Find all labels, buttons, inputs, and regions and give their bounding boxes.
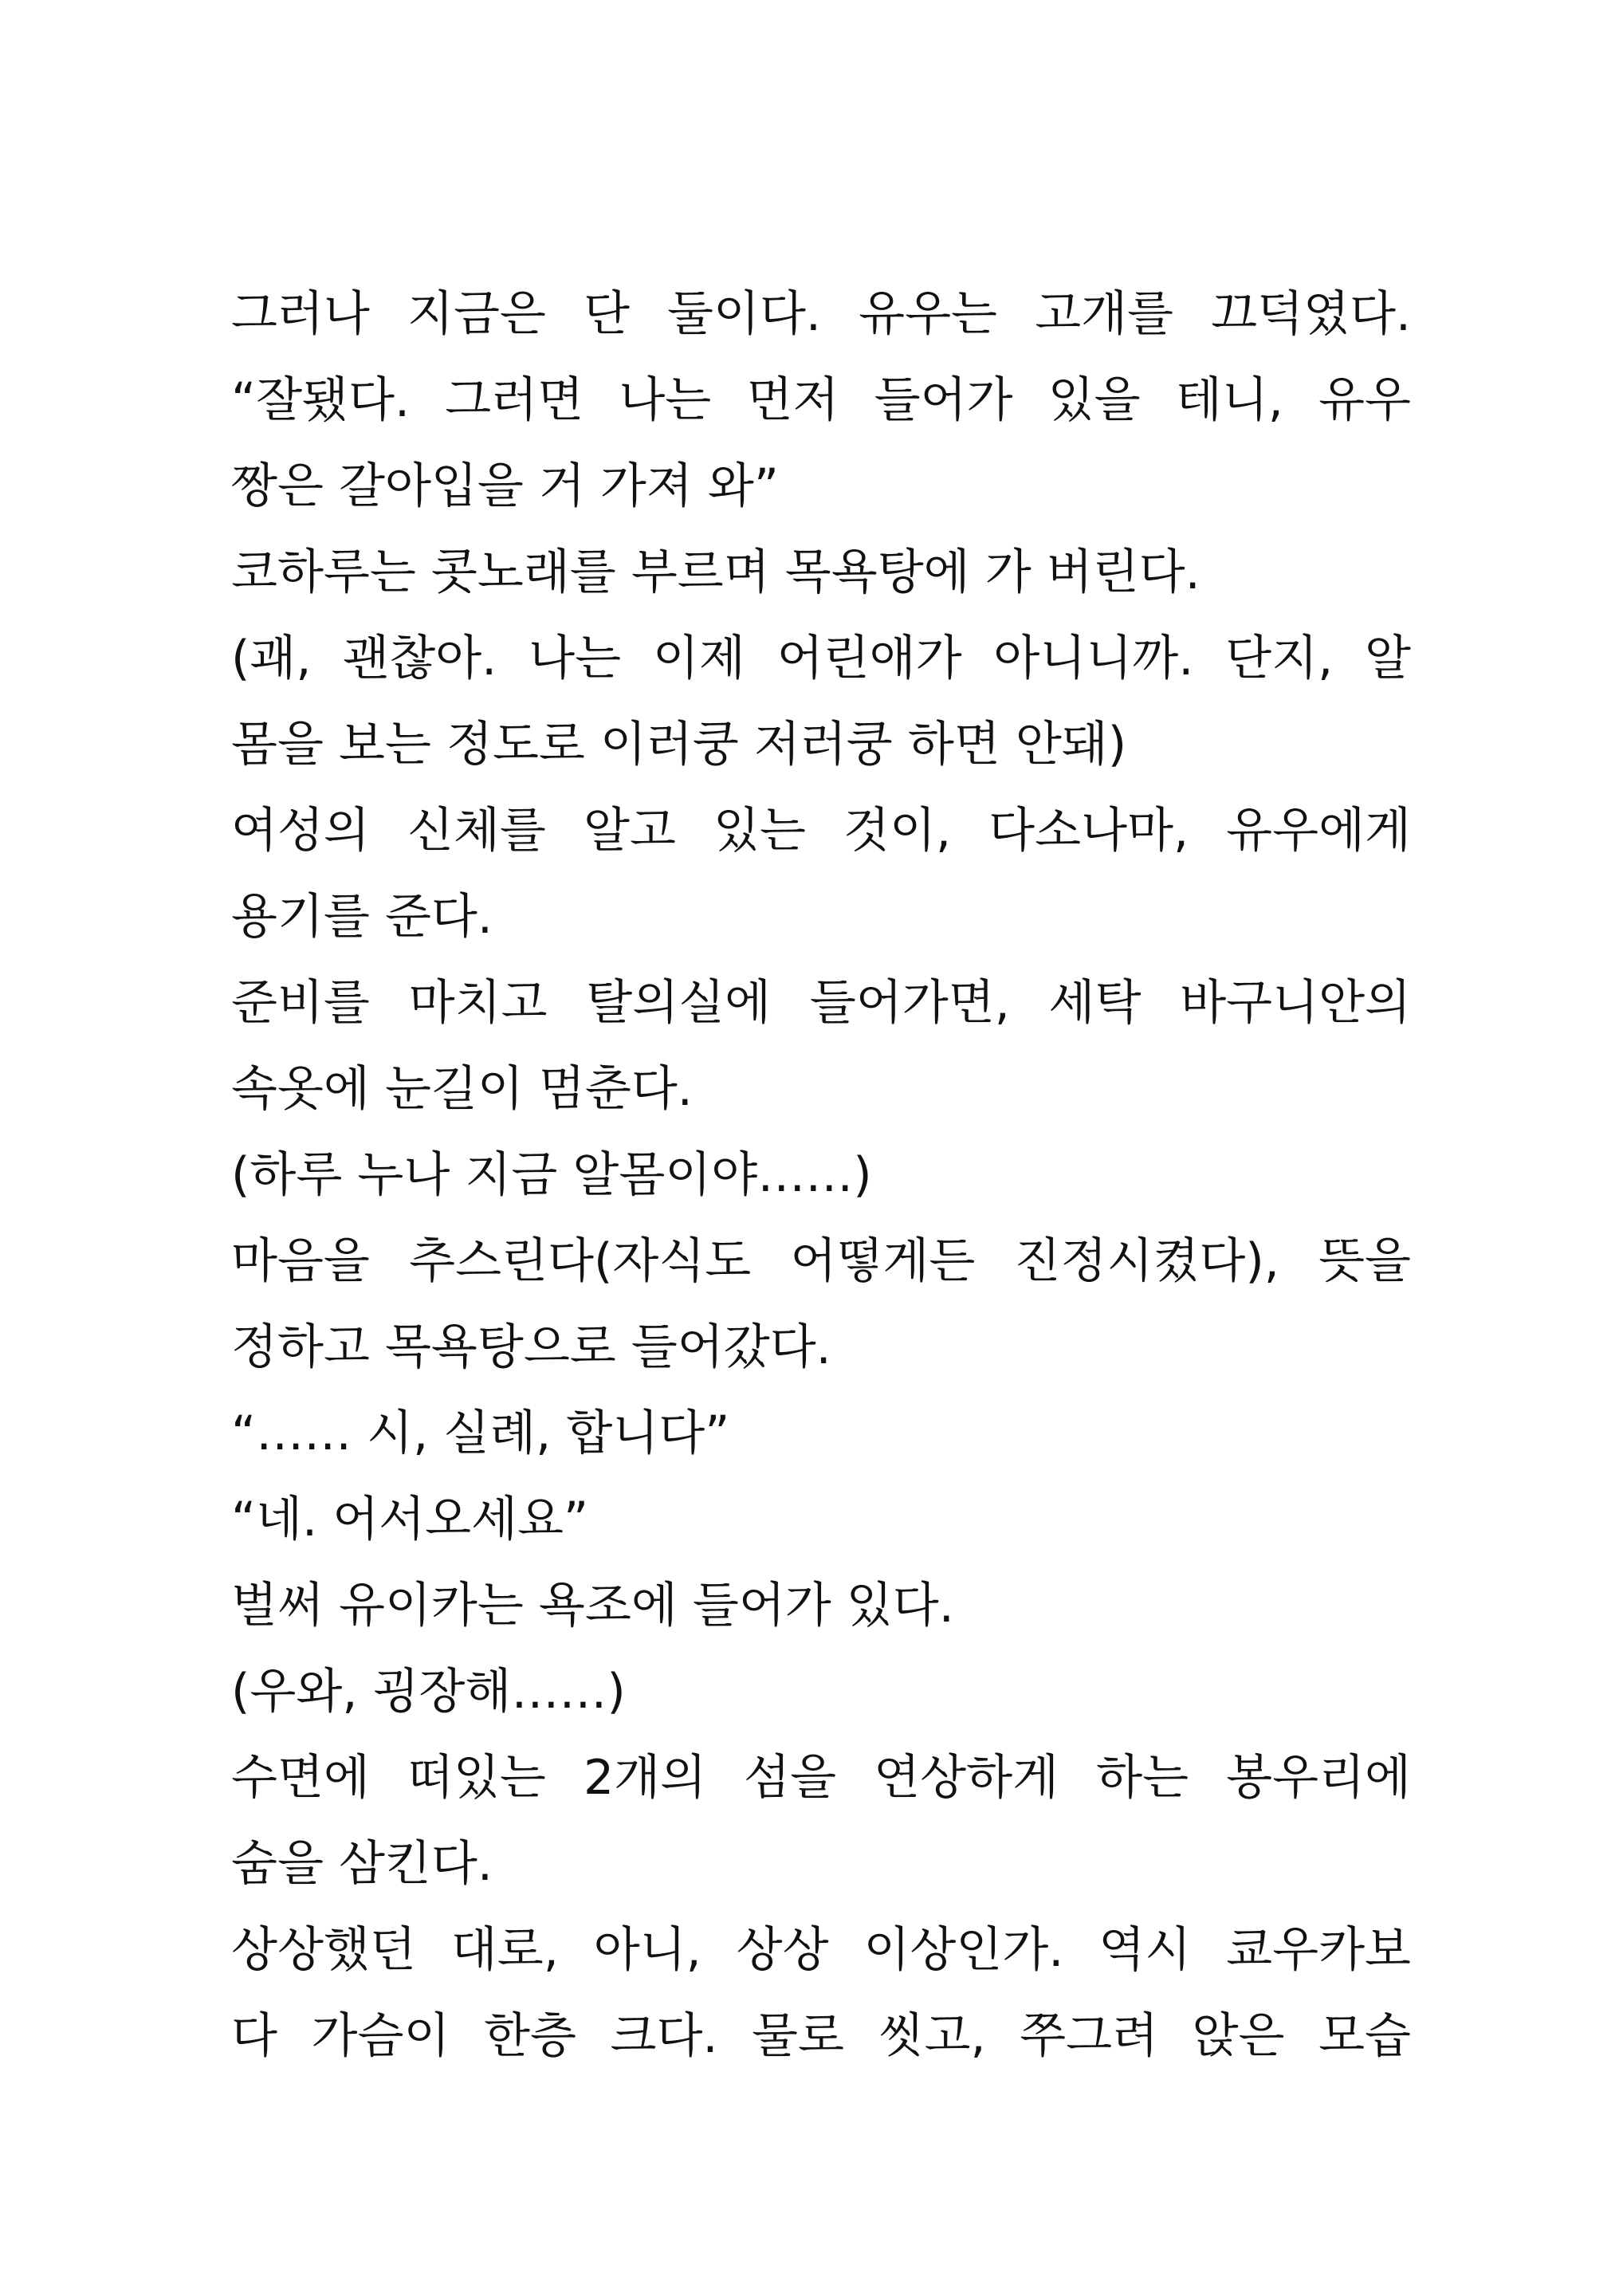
text-line-12: 마음을 추스린다(자식도 어떻게든 진정시켰다), 뜻을	[231, 1233, 1411, 1289]
text-line-14: “…… 시, 실례, 합니다”	[231, 1406, 730, 1461]
text-line-7: 여성의 신체를 알고 있는 것이, 다소나마, 유우에게	[231, 803, 1411, 859]
text-line-1: 그러나 지금은 단 둘이다. 유우는 고개를 끄덕였다.	[231, 286, 1411, 342]
text-line-11: (하루 누나 지금 알몸이야……)	[231, 1147, 872, 1203]
text-line-18: 수면에 떠있는 2개의 섬을 연상하게 하는 봉우리에	[231, 1750, 1411, 1806]
text-line-10: 속옷에 눈길이 멈춘다.	[231, 1061, 693, 1117]
text-line-20: 상상했던 대로, 아니, 상상 이상인가. 역시 쿄우카보	[231, 1922, 1411, 1978]
text-line-13: 정하고 목욕탕으로 들어갔다.	[231, 1319, 831, 1375]
body-text	[231, 271, 1411, 2079]
text-line-6: 몸을 보는 정도로 이러쿵 저러쿵 하면 안돼)	[231, 717, 1127, 773]
text-line-17: (우와, 굉장해……)	[231, 1664, 626, 1720]
text-line-21: 다 가슴이 한층 크다. 물로 씻고, 쭈그려 앉은 모습	[231, 2008, 1411, 2064]
text-line-9: 준비를 마치고 탈의실에 들어가면, 세탁 바구니안의	[231, 975, 1411, 1031]
text-line-4: 코하루는 콧노래를 부르며 목욕탕에 가 버린다.	[231, 545, 1201, 600]
text-line-16: 벌써 유이카는 욕조에 들어가 있다.	[231, 1578, 954, 1634]
text-line-3: 짱은 갈아입을 거 가져 와”	[231, 458, 779, 514]
text-line-8: 용기를 준다.	[231, 889, 493, 945]
text-line-2: “잘됐다. 그러면 나는 먼저 들어가 있을 테니, 유우	[231, 372, 1411, 428]
text-line-5: (괘, 괜찮아. 나는 이제 어린애가 아니니까. 단지, 알	[231, 631, 1411, 686]
text-line-15: “네. 어서오세요”	[231, 1492, 589, 1547]
text-line-19: 숨을 삼킨다.	[231, 1836, 493, 1892]
